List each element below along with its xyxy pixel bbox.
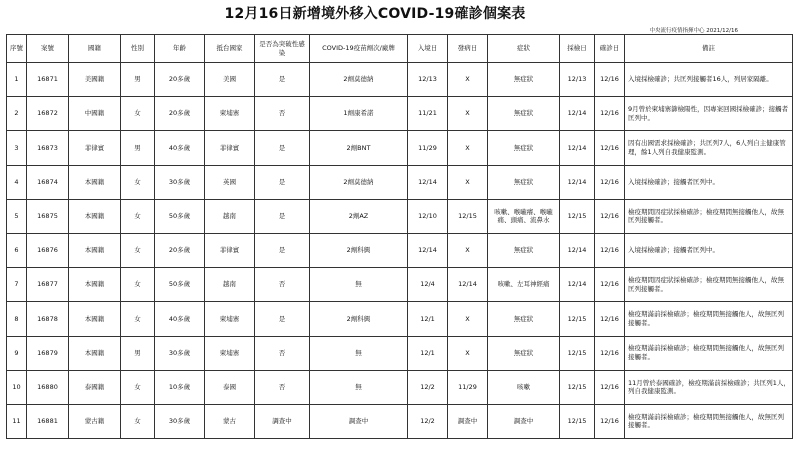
header-row [7,35,793,63]
column-header-sex: 性別 [121,35,155,63]
cell-sex: 女 [121,302,155,336]
column-header-vaccine: COVID-19疫苗劑次/廠牌 [310,35,408,63]
cell-symptoms: 無症狀 [488,336,560,370]
cell-index: 8 [7,302,27,336]
cell-age: 20多歲 [155,233,205,267]
column-header-test-date: 採檢日 [560,35,595,63]
column-header-entry-date: 入境日 [408,35,448,63]
cell-confirm-date: 12/16 [595,370,625,404]
cell-symptoms: 無症狀 [488,302,560,336]
cell-case-number: 16879 [27,336,69,370]
cell-sex: 女 [121,199,155,233]
column-header-origin-country: 抵台國家 [205,35,255,63]
cell-vaccine: 無 [310,370,408,404]
cell-origin-country: 柬埔寨 [205,336,255,370]
cell-origin-country: 柬埔寨 [205,302,255,336]
page-title: 12月16日新增境外移入COVID-19確診個案表 [224,6,526,22]
cell-index: 5 [7,199,27,233]
cell-symptoms: 無症狀 [488,131,560,165]
column-header-age: 年齡 [155,35,205,63]
cell-sex: 男 [121,131,155,165]
cell-origin-country: 泰國 [205,370,255,404]
cell-breakthrough: 否 [255,268,310,302]
cell-test-date: 12/15 [560,404,595,438]
cell-symptoms: 調查中 [488,404,560,438]
table-row [7,131,793,165]
cell-confirm-date: 12/16 [595,233,625,267]
cell-entry-date: 12/1 [408,302,448,336]
cell-symptoms: 咳嗽、喉嚨癢、喉嚨痛、頭痛、流鼻水 [488,199,560,233]
cell-test-date: 12/13 [560,63,595,97]
cell-entry-date: 12/14 [408,165,448,199]
cell-case-number: 16873 [27,131,69,165]
table-row [7,165,793,199]
cell-vaccine: 2劑科興 [310,233,408,267]
cell-case-number: 16876 [27,233,69,267]
cell-case-number: 16875 [27,199,69,233]
column-header-onset-date: 發病日 [448,35,488,63]
cell-remarks: 檢疫期滿前採檢確診；檢疫期間無接觸他人，故無匡列接觸者。 [625,404,793,438]
cell-nationality: 本國籍 [69,199,121,233]
cell-test-date: 12/14 [560,268,595,302]
cell-nationality: 本國籍 [69,336,121,370]
cell-breakthrough: 是 [255,131,310,165]
cell-vaccine: 2劑AZ [310,199,408,233]
cell-onset-date: X [448,302,488,336]
cell-breakthrough: 是 [255,233,310,267]
cell-confirm-date: 12/16 [595,97,625,131]
cell-age: 50多歲 [155,199,205,233]
cell-nationality: 中國籍 [69,97,121,131]
cell-remarks: 檢疫期滿前採檢確診；檢疫期間無接觸他人，故無匡列接觸者。 [625,336,793,370]
cell-test-date: 12/15 [560,370,595,404]
cell-case-number: 16877 [27,268,69,302]
case-table [6,34,793,439]
cell-case-number: 16880 [27,370,69,404]
cell-breakthrough: 是 [255,165,310,199]
cell-remarks: 檢疫期間因症狀採檢確診；檢疫期間無接觸他人，故無匡列接觸者。 [625,199,793,233]
cell-entry-date: 12/4 [408,268,448,302]
cell-confirm-date: 12/16 [595,404,625,438]
cell-origin-country: 菲律賓 [205,233,255,267]
cell-case-number: 16872 [27,97,69,131]
cell-onset-date: X [448,165,488,199]
cell-sex: 男 [121,336,155,370]
cell-breakthrough: 否 [255,370,310,404]
cell-age: 40多歲 [155,302,205,336]
table-row [7,370,793,404]
cell-onset-date: 12/15 [448,199,488,233]
cell-origin-country: 蒙古 [205,404,255,438]
cell-remarks: 入境採檢確診；接觸者匡列中。 [625,233,793,267]
cell-sex: 男 [121,63,155,97]
cell-breakthrough: 是 [255,199,310,233]
cell-vaccine: 2劑BNT [310,131,408,165]
cell-symptoms: 無症狀 [488,233,560,267]
cell-entry-date: 12/14 [408,233,448,267]
cell-symptoms: 無症狀 [488,63,560,97]
cell-symptoms: 咳嗽 [488,370,560,404]
cell-nationality: 本國籍 [69,302,121,336]
cell-nationality: 本國籍 [69,233,121,267]
cell-symptoms: 無症狀 [488,165,560,199]
cell-confirm-date: 12/16 [595,199,625,233]
cell-breakthrough: 否 [255,336,310,370]
table-row [7,233,793,267]
cell-confirm-date: 12/16 [595,336,625,370]
cell-sex: 女 [121,165,155,199]
cell-symptoms: 無症狀 [488,97,560,131]
cell-age: 30多歲 [155,165,205,199]
cell-vaccine: 1劑康希諾 [310,97,408,131]
cell-origin-country: 越南 [205,268,255,302]
cell-age: 30多歲 [155,336,205,370]
cell-index: 10 [7,370,27,404]
cell-index: 6 [7,233,27,267]
column-header-confirm-date: 確診日 [595,35,625,63]
cell-confirm-date: 12/16 [595,302,625,336]
cell-vaccine: 無 [310,268,408,302]
cell-confirm-date: 12/16 [595,131,625,165]
column-header-breakthrough: 是否為突破性感染 [255,35,310,63]
table-row [7,199,793,233]
cell-entry-date: 11/29 [408,131,448,165]
column-header-index: 序號 [7,35,27,63]
cell-entry-date: 12/2 [408,370,448,404]
table-row [7,63,793,97]
cell-confirm-date: 12/16 [595,165,625,199]
cell-nationality: 本國籍 [69,268,121,302]
cell-case-number: 16881 [27,404,69,438]
cell-nationality: 蒙古籍 [69,404,121,438]
cell-test-date: 12/15 [560,199,595,233]
cell-nationality: 菲律賓 [69,131,121,165]
cell-entry-date: 12/10 [408,199,448,233]
table-row [7,97,793,131]
cell-remarks: 檢疫期滿前採檢確診；檢疫期間無接觸他人，故無匡列接觸者。 [625,302,793,336]
cell-remarks: 檢疫期間因症狀採檢確診；檢疫期間無接觸他人，故無匡列接觸者。 [625,268,793,302]
cell-origin-country: 菲律賓 [205,131,255,165]
cell-nationality: 泰國籍 [69,370,121,404]
cell-test-date: 12/14 [560,97,595,131]
cell-age: 10多歲 [155,370,205,404]
table-row [7,336,793,370]
cell-origin-country: 美國 [205,63,255,97]
cell-entry-date: 12/1 [408,336,448,370]
cell-vaccine: 2劑莫德納 [310,63,408,97]
cell-test-date: 12/14 [560,131,595,165]
cell-index: 2 [7,97,27,131]
cell-remarks: 11月曾於泰國確診，檢疫期滿前採檢確診；共匡列1人，列自我健康監測。 [625,370,793,404]
cell-entry-date: 12/13 [408,63,448,97]
column-header-case-number: 案號 [27,35,69,63]
cell-confirm-date: 12/16 [595,63,625,97]
cell-breakthrough: 調查中 [255,404,310,438]
cell-breakthrough: 否 [255,97,310,131]
cell-sex: 女 [121,97,155,131]
cell-remarks: 因有出國需求採檢確診；共匡列7人，6人列自主健康管理，餘1人列自我健康監測。 [625,131,793,165]
cell-nationality: 本國籍 [69,165,121,199]
cell-index: 1 [7,63,27,97]
cell-sex: 女 [121,268,155,302]
column-header-remarks: 備註 [625,35,793,63]
cell-symptoms: 咳嗽、左耳神經痛 [488,268,560,302]
cell-onset-date: 12/14 [448,268,488,302]
cell-onset-date: X [448,131,488,165]
cell-origin-country: 越南 [205,199,255,233]
cell-vaccine: 無 [310,336,408,370]
cell-entry-date: 11/21 [408,97,448,131]
cell-breakthrough: 是 [255,63,310,97]
cell-age: 20多歲 [155,97,205,131]
cell-test-date: 12/14 [560,165,595,199]
cell-origin-country: 英國 [205,165,255,199]
cell-test-date: 12/14 [560,233,595,267]
cell-sex: 女 [121,233,155,267]
cell-case-number: 16878 [27,302,69,336]
cell-onset-date: X [448,233,488,267]
cell-nationality: 美國籍 [69,63,121,97]
cell-case-number: 16874 [27,165,69,199]
cell-onset-date: X [448,63,488,97]
cell-onset-date: 11/29 [448,370,488,404]
cell-index: 11 [7,404,27,438]
cell-remarks: 入境採檢確診；接觸者匡列中。 [625,165,793,199]
cell-origin-country: 柬埔寨 [205,97,255,131]
cell-entry-date: 12/2 [408,404,448,438]
table-row [7,404,793,438]
cell-vaccine: 2劑莫德納 [310,165,408,199]
cell-index: 4 [7,165,27,199]
cell-onset-date: 調查中 [448,404,488,438]
cell-onset-date: X [448,97,488,131]
cell-index: 9 [7,336,27,370]
cell-sex: 女 [121,404,155,438]
cell-age: 30多歲 [155,404,205,438]
cell-test-date: 12/15 [560,336,595,370]
column-header-symptoms: 症狀 [488,35,560,63]
cell-age: 50多歲 [155,268,205,302]
cell-onset-date: X [448,336,488,370]
column-header-nationality: 國籍 [69,35,121,63]
cell-vaccine: 2劑科興 [310,302,408,336]
source-note: 中央流行疫情指揮中心 2021/12/16 [649,28,738,34]
cell-age: 40多歲 [155,131,205,165]
cell-vaccine: 調查中 [310,404,408,438]
cell-confirm-date: 12/16 [595,268,625,302]
cell-age: 20多歲 [155,63,205,97]
cell-remarks: 入境採檢確診；共匡列接觸者16人，列居家隔離。 [625,63,793,97]
cell-case-number: 16871 [27,63,69,97]
cell-test-date: 12/15 [560,302,595,336]
cell-index: 7 [7,268,27,302]
cell-remarks: 9月曾於柬埔寨篩檢陽性，因專案回國採檢確診；接觸者匡列中。 [625,97,793,131]
cell-sex: 女 [121,370,155,404]
cell-breakthrough: 是 [255,302,310,336]
table-row [7,268,793,302]
table-row [7,302,793,336]
cell-index: 3 [7,131,27,165]
